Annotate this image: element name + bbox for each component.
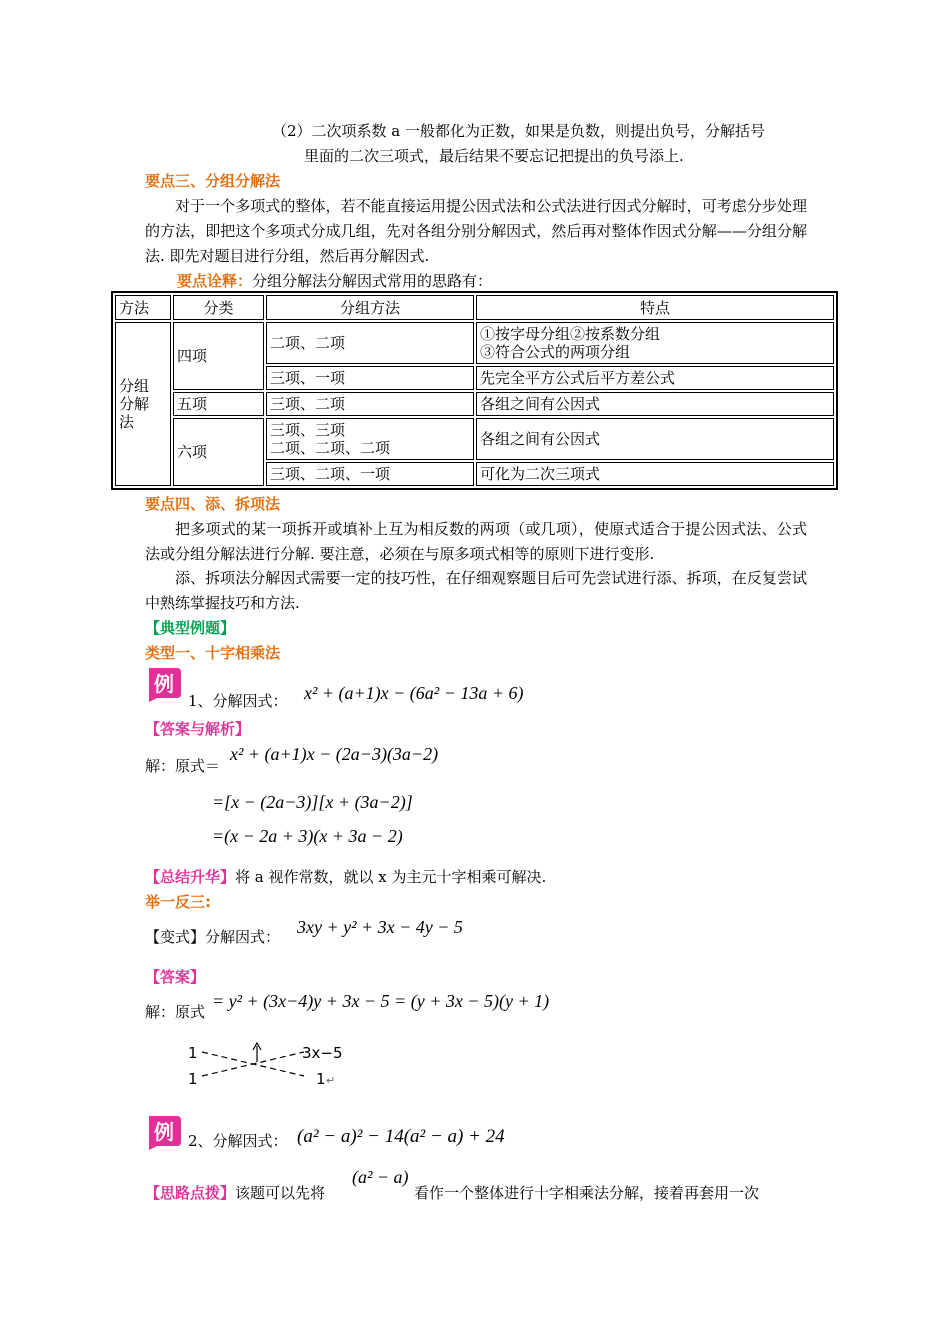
grouping-cell: 三项、三项 二项、二项、二项 xyxy=(266,418,474,460)
practice-label: 【变式】分解因式： xyxy=(145,928,281,946)
grouping-cell: 三项、二项、一项 xyxy=(266,462,474,486)
category-cell: 五项 xyxy=(173,392,264,416)
note-text: 分组分解法分解因式常用的思路有： xyxy=(252,272,493,290)
intro-note-line1: （2）二次项系数 a 一般都化为正数，如果是负数，则提出负号，分解括号 xyxy=(272,122,766,140)
category-cell: 四项 xyxy=(173,322,264,390)
section4-paragraph2: 添、拆项法分解因式需要一定的技巧性，在仔细观察题目后可先尝试进行添、拆项，在反复尝试中熟练掌握技巧和方法. xyxy=(145,569,807,612)
summary xyxy=(145,866,546,887)
example2-badge-icon xyxy=(143,1112,183,1152)
svg-text:例: 例 xyxy=(154,672,174,696)
note-label: 要点诠释： xyxy=(177,272,253,290)
example1-expression: x² + (a+1)x − (6a² − 13a + 6) xyxy=(304,683,524,703)
header-grouping: 分组方法 xyxy=(266,295,474,320)
section3-note xyxy=(177,270,492,291)
summary-text: 将 a 视作常数，就以 x 为主元十字相乘可解决. xyxy=(235,868,547,886)
cross-bottom-right: 1 xyxy=(316,1070,326,1088)
hint-expression: (a² − a) xyxy=(352,1167,409,1187)
section3-paragraph: 对于一个多项式的整体，若不能直接运用提公因式法和公式法进行因式分解时，可考虑分步处理的方法，即把这个多项式分成几组，先对各组分别分解因式，然后再对整体作因式分解——分组分解法. 即先对题目进行分组，然后再分解因式. xyxy=(145,197,807,265)
grouping-cell: 二项、二项 xyxy=(266,322,474,364)
cross-cursor-mark: ↵ xyxy=(326,1074,336,1087)
section3-heading: 要点三、分组分解法 xyxy=(145,172,281,190)
feature-cell: 各组之间有公因式 xyxy=(476,418,834,460)
feature-cell: 先完全平方公式后平方差公式 xyxy=(476,366,834,390)
hint xyxy=(145,1182,325,1203)
practice-solution-label: 解：原式 xyxy=(145,1003,206,1021)
feature-cell: 各组之间有公因式 xyxy=(476,392,834,416)
practice-answer-heading: 【答案】 xyxy=(145,968,206,986)
category-cell: 六项 xyxy=(173,418,264,486)
practice-heading: 举一反三: xyxy=(145,893,211,911)
cross-multiplication-diagram xyxy=(180,1038,370,1090)
hint-text-before: 该题可以先将 xyxy=(235,1184,326,1202)
grouping-cell: 三项、一项 xyxy=(266,366,474,390)
grouping-cell: 三项、二项 xyxy=(266,392,474,416)
example1-answer-heading: 【答案与解析】 xyxy=(145,720,251,738)
section4-paragraph1: 把多项式的某一项拆开或填补上互为相反数的两项（或几项），使原式适合于提公因式法、公式法或分组分解法进行分解. 要注意，必须在与原多项式相等的原则下进行变形. xyxy=(145,520,807,563)
solution-step3: =(x − 2a + 3)(x + 3a − 2) xyxy=(212,826,403,846)
type1-heading: 类型一、十字相乘法 xyxy=(145,644,281,662)
section4-heading: 要点四、添、拆项法 xyxy=(145,495,281,513)
feature-cell: ①按字母分组②按系数分组 ③符合公式的两项分组 xyxy=(476,322,834,364)
cross-top-left: 1 xyxy=(188,1044,198,1062)
grouping-method-table xyxy=(111,291,838,490)
header-feature: 特点 xyxy=(476,295,834,320)
practice-expression: 3xy + y² + 3x − 4y − 5 xyxy=(297,917,463,937)
example2-expression: (a² − a)² − 14(a² − a) + 24 xyxy=(297,1126,505,1147)
summary-label: 【总结升华】 xyxy=(145,868,236,886)
example-badge-icon xyxy=(143,664,183,704)
examples-heading: 【典型例题】 xyxy=(145,619,236,637)
header-category: 分类 xyxy=(173,295,264,320)
hint-text-after: 看作一个整体进行十字相乘法分解，接着再套用一次 xyxy=(414,1184,760,1202)
table-row xyxy=(115,322,834,364)
header-method: 方法 xyxy=(115,295,171,320)
feature-cell: 可化为二次三项式 xyxy=(476,462,834,486)
svg-text:例: 例 xyxy=(154,1120,174,1144)
practice-solution: = y² + (3x−4)y + 3x − 5 = (y + 3x − 5)(y + 1) xyxy=(212,991,550,1011)
example2-prompt: 2、分解因式： xyxy=(188,1132,288,1150)
solution-step1: x² + (a+1)x − (2a−3)(3a−2) xyxy=(230,744,439,764)
hint-label: 【思路点拨】 xyxy=(145,1184,236,1202)
method-cell: 分组分解法 xyxy=(115,322,171,486)
intro-note-line2: 里面的二次三项式，最后结果不要忘记把提出的负号添上. xyxy=(304,147,684,165)
example1-prompt: 1、分解因式： xyxy=(188,692,288,710)
solution-label: 解：原式＝ xyxy=(145,757,221,775)
table-header-row xyxy=(115,295,834,320)
cross-top-right: 3x−5 xyxy=(302,1044,343,1062)
table-row xyxy=(115,392,834,416)
table-row xyxy=(115,418,834,460)
solution-step2: =[x − (2a−3)][x + (3a−2)] xyxy=(212,792,413,812)
cross-bottom-left: 1 xyxy=(188,1070,198,1088)
